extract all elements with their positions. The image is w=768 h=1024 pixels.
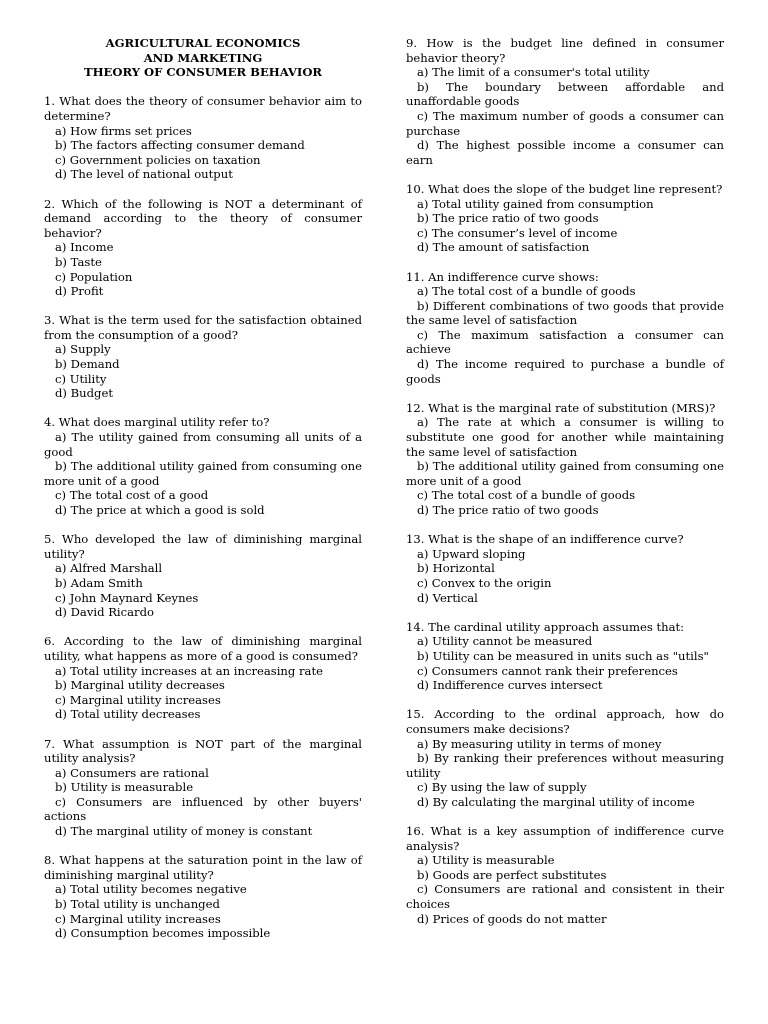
question-text: 14. The cardinal utility approach assumes that: <box>406 619 685 634</box>
option-b: b) By ranking their preferences without measuring utility <box>406 751 724 780</box>
question-text: 1. What does the theory of consumer behavior aim to determine? <box>44 94 362 123</box>
option-d: d) The highest possible income a consumer can earn <box>406 138 724 167</box>
question-text: 3. What is the term used for the satisfaction obtained from the consumption of a good? <box>44 313 362 342</box>
option-a: a) How firms set prices <box>55 123 192 138</box>
option-a: a) Consumers are rational <box>55 765 209 780</box>
option-a: a) Total utility increases at an increasing rate <box>55 663 323 678</box>
option-a: a) Income <box>55 240 114 255</box>
title-line-3: THEORY OF CONSUMER BEHAVIOR <box>83 65 323 80</box>
question-text: 7. What assumption is NOT part of the marginal utility analysis? <box>44 736 362 766</box>
question-14 <box>406 620 724 693</box>
option-a: a) The utility gained from consuming all units of a good <box>44 430 362 459</box>
option-d: d) The income required to purchase a bundle of goods <box>406 357 724 386</box>
question-7 <box>44 737 362 839</box>
question-5 <box>44 532 362 620</box>
option-d: d) The amount of satisfaction <box>417 240 590 255</box>
option-a: a) Total utility becomes negative <box>55 882 247 897</box>
option-c: c) The total cost of a good <box>55 488 209 503</box>
left-column <box>44 36 362 955</box>
question-16 <box>406 824 724 926</box>
option-b: b) Horizontal <box>417 561 495 576</box>
question-text: 2. Which of the following is NOT a determinant of demand according to the theory of consumer behavior? <box>44 196 362 240</box>
option-c: c) Consumers cannot rank their preferences <box>417 663 678 678</box>
option-b: b) The additional utility gained from consuming one more unit of a good <box>44 459 362 488</box>
option-a: a) The rate at which a consumer is willing to substitute one good for another while maintaining the same level of satisfaction <box>406 415 724 459</box>
option-a: a) Total utility gained from consumption <box>417 196 654 211</box>
question-2 <box>44 197 362 299</box>
option-d: d) The level of national output <box>55 167 233 182</box>
option-b: b) The additional utility gained from consuming one more unit of a good <box>406 459 724 488</box>
question-12 <box>406 401 724 518</box>
question-4 <box>44 415 362 517</box>
right-column <box>406 36 724 941</box>
option-d: d) Prices of goods do not matter <box>417 911 607 926</box>
option-a: a) By measuring utility in terms of money <box>417 736 662 751</box>
question-text: 6. According to the law of diminishing marginal utility, what happens as more of a good is consumed? <box>44 634 362 663</box>
question-text: 16. What is a key assumption of indifference curve analysis? <box>406 824 724 853</box>
question-6 <box>44 634 362 722</box>
option-b: b) The boundary between affordable and unaffordable goods <box>406 79 724 109</box>
question-text: 8. What happens at the saturation point in the law of diminishing marginal utility? <box>44 853 362 882</box>
option-b: b) Demand <box>55 357 120 372</box>
option-b: b) Goods are perfect substitutes <box>417 867 607 882</box>
option-d: d) Consumption becomes impossible <box>55 926 271 941</box>
option-a: a) Utility is measurable <box>417 853 555 868</box>
title-line-1: AGRICULTURAL ECONOMICS <box>105 36 301 50</box>
question-text: 13. What is the shape of an indifference curve? <box>406 532 684 547</box>
question-10 <box>406 182 724 255</box>
option-d: d) Profit <box>55 284 104 299</box>
option-a: a) Utility cannot be measured <box>417 634 593 649</box>
option-a: a) Supply <box>55 342 111 357</box>
option-d: d) Total utility decreases <box>55 707 201 722</box>
option-a: a) The limit of a consumer's total utility <box>417 65 650 80</box>
option-d: d) By calculating the marginal utility of income <box>417 794 695 809</box>
option-c: c) Consumers are rational and consistent in their choices <box>406 882 724 912</box>
option-d: d) David Ricardo <box>55 605 154 620</box>
option-b: b) The factors affecting consumer demand <box>55 138 305 153</box>
option-b: b) Total utility is unchanged <box>55 897 220 912</box>
question-3 <box>44 313 362 401</box>
option-b: b) Utility is measurable <box>55 780 194 795</box>
question-15 <box>406 707 724 809</box>
option-b: b) Utility can be measured in units such as "utils" <box>417 648 709 663</box>
question-text: 15. According to the ordinal approach, how do consumers make decisions? <box>406 707 724 736</box>
option-d: d) Vertical <box>417 590 478 605</box>
option-c: c) Marginal utility increases <box>55 692 221 707</box>
option-c: c) Population <box>55 269 133 284</box>
option-d: d) The price at which a good is sold <box>55 503 265 517</box>
option-c: c) Marginal utility increases <box>55 911 221 926</box>
question-text: 10. What does the slope of the budget line represent? <box>406 181 723 196</box>
option-c: c) The consumer’s level of income <box>417 225 618 240</box>
option-c: c) By using the law of supply <box>417 780 587 795</box>
option-d: d) The marginal utility of money is constant <box>55 824 313 839</box>
option-b: b) Adam Smith <box>55 575 143 590</box>
option-d: d) Indifference curves intersect <box>417 678 603 693</box>
option-a: a) Upward sloping <box>417 546 526 561</box>
option-d: d) The price ratio of two goods <box>417 503 599 517</box>
question-1 <box>44 94 362 182</box>
option-c: c) John Maynard Keynes <box>55 590 199 605</box>
question-9 <box>406 36 724 167</box>
option-a: a) The total cost of a bundle of goods <box>417 284 636 299</box>
option-d: d) Budget <box>55 386 113 401</box>
question-text: 12. What is the marginal rate of substitution (MRS)? <box>406 400 716 415</box>
question-8 <box>44 853 362 941</box>
option-b: b) The price ratio of two goods <box>417 211 599 226</box>
option-c: c) Consumers are influenced by other buyers' actions <box>44 794 362 824</box>
document-title <box>44 36 362 80</box>
option-a: a) Alfred Marshall <box>55 561 163 576</box>
question-text: 4. What does marginal utility refer to? <box>44 415 270 430</box>
question-text: 11. An indifference curve shows: <box>406 269 599 284</box>
question-11 <box>406 270 724 387</box>
option-c: c) Utility <box>55 371 107 386</box>
option-c: c) Convex to the origin <box>417 575 552 590</box>
question-13 <box>406 532 724 605</box>
option-c: c) The total cost of a bundle of goods <box>417 488 636 503</box>
title-line-2: AND MARKETING <box>143 50 263 65</box>
option-b: b) Different combinations of two goods that provide the same level of satisfaction <box>406 298 724 328</box>
question-text: 9. How is the budget line defined in consumer behavior theory? <box>406 36 724 65</box>
option-c: c) The maximum satisfaction a consumer can achieve <box>406 327 724 357</box>
question-text: 5. Who developed the law of diminishing marginal utility? <box>44 532 362 561</box>
option-c: c) The maximum number of goods a consumer can purchase <box>406 108 724 138</box>
option-b: b) Marginal utility decreases <box>55 678 225 693</box>
option-b: b) Taste <box>55 254 102 269</box>
option-c: c) Government policies on taxation <box>55 152 261 167</box>
